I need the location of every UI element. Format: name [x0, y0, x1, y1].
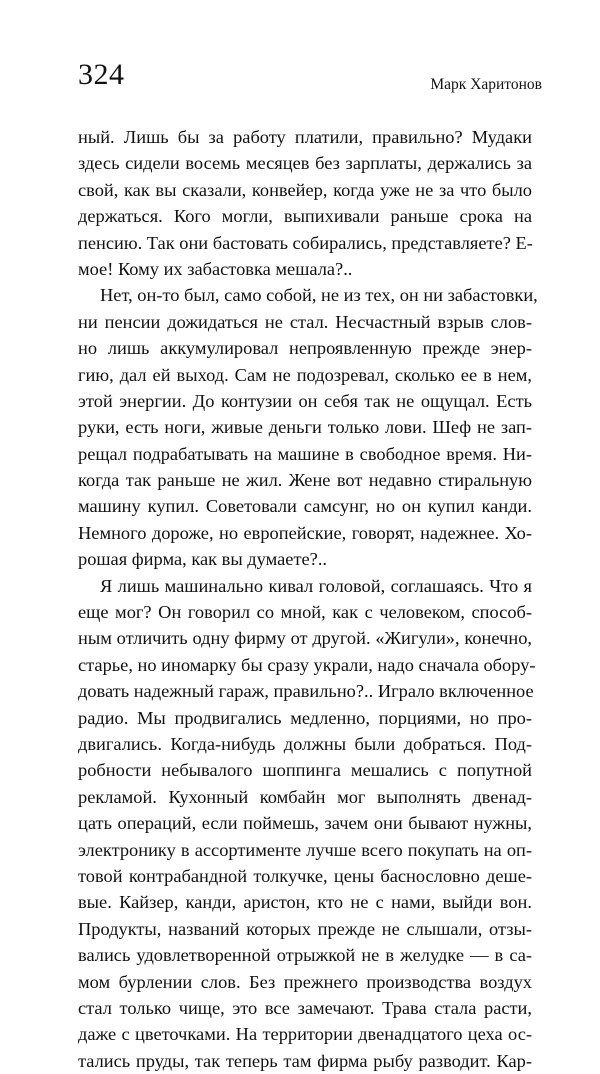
text-line: робности небывалого шоппинга мешались с попутной: [78, 760, 532, 781]
text-line: вались удовлетворенной отрыжкой не в желудке — в са-: [78, 945, 532, 966]
text-line: Немного дороже, но европейские, говорят, надежнее. Хо-: [78, 522, 532, 543]
text-line: рошая фирма, как вы думаете?..: [78, 549, 328, 570]
text-line: электронику в ассортименте лучше всего покупать на оп-: [78, 839, 532, 860]
text-line: руки, есть ноги, живые деньги только лови. Шеф не зап-: [78, 417, 532, 438]
text-line: радио. Мы продвигались медленно, порциями, но про-: [78, 707, 532, 728]
text-line: вые. Кайзер, канди, аристон, кто не с нами, выйди вон.: [78, 892, 532, 913]
running-head-author: Марк Харитонов: [430, 76, 542, 93]
text-line: тались пруды, так теперь там фирма рыбу разводит. Кар-: [78, 1050, 532, 1071]
text-line: ный. Лишь бы за работу платили, правильно? Мудаки: [78, 127, 532, 147]
text-line: Я лишь машинально кивал головой, соглашаясь. Что я: [100, 575, 532, 596]
text-line: этой энергии. До контузии он себя так не ощущал. Есть: [78, 390, 532, 411]
body-text: [78, 124, 538, 1074]
text-line: машину купил. Советовали самсунг, но он купил канди.: [78, 496, 532, 517]
text-line: двигались. Когда-нибудь должны были добраться. Под-: [78, 733, 532, 754]
text-line: довать надежный гараж, правильно?.. Играло включенное: [78, 681, 534, 702]
text-line: когда так раньше не жил. Жене вот недавно стиральную: [78, 470, 532, 491]
text-line: мое! Кому их забастовка мешала?..: [78, 258, 353, 279]
text-line: товой контрабандной толкучке, цены баснословно деше-: [78, 865, 532, 886]
text-line: свой, как вы сказали, конвейер, когда уже не за что было: [78, 179, 532, 200]
text-line: старье, но иномарку бы сразу украли, надо сначала обору-: [78, 654, 536, 675]
text-line: но лишь аккумулировал непроявленную прежде энер-: [78, 338, 532, 359]
text-line: мом бурлении слов. Без прежнего производства воздух: [78, 971, 532, 992]
text-line: гию, дал ей выход. Сам не подозревал, сколько ее в нем,: [78, 364, 532, 385]
text-line: Продукты, названий которых прежде не слышали, отзы-: [78, 918, 532, 939]
page-number: 324: [78, 58, 125, 91]
text-line: рекламой. Кухонный комбайн мог выполнять двенад-: [78, 786, 532, 807]
text-line: рещал подрабатывать на машине в свободное время. Ни-: [78, 443, 532, 464]
text-line: цать операций, если поймешь, зачем они бывают нужны,: [78, 813, 532, 834]
text-line: держаться. Кого могли, выпихивали раньше срока на: [78, 206, 532, 227]
text-line: еще мог? Он говорил со мной, как с человеком, способ-: [78, 602, 532, 623]
text-line: даже с цветочками. На территории двенадцатого цеха ос-: [78, 1024, 532, 1045]
text-line: ным отличить одну фирму от другой. «Жигули», конечно,: [78, 628, 532, 649]
text-line: пенсию. Так они бастовать собирались, представляете? Е-: [78, 232, 533, 253]
text-line: стал только чище, это все замечают. Трава стала расти,: [78, 997, 532, 1018]
text-line: Нет, он-то был, само собой, не из тех, он ни забастовки,: [100, 285, 538, 306]
text-line: здесь сидели восемь месяцев без зарплаты, держались за: [78, 153, 532, 174]
text-line: ни пенсии дожидаться не стал. Несчастный взрыв слов-: [78, 311, 532, 332]
